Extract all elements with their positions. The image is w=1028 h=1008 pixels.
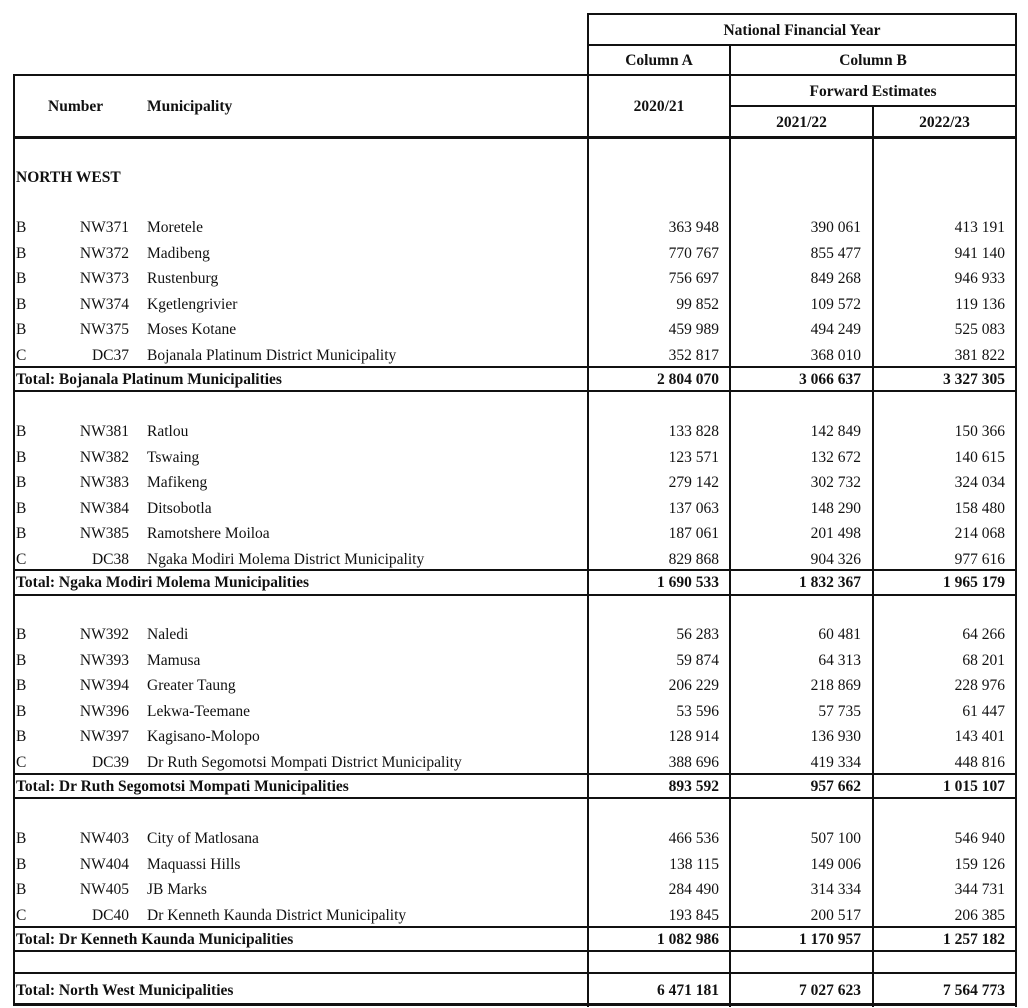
category-cell: B	[16, 321, 27, 338]
total-label-cell: Total: Dr Kenneth Kaunda Municipalities	[16, 931, 294, 948]
value-2022-23-cell: 448 816	[954, 753, 1005, 771]
value-2021-22-cell: 200 517	[810, 906, 861, 924]
value-2020-21-cell: 193 845	[668, 906, 719, 924]
value-2021-22-cell: 855 477	[810, 244, 861, 262]
value-2021-22-cell: 109 572	[810, 295, 861, 313]
total-label-cell: Total: Bojanala Platinum Municipalities	[16, 371, 282, 388]
value-2020-21-cell: 123 571	[668, 448, 719, 466]
body-column-rule-3	[1015, 137, 1017, 1007]
total-top-rule-2	[13, 773, 1016, 775]
value-2021-22-cell: 419 334	[810, 753, 861, 771]
body-column-rule-1	[729, 137, 731, 1007]
category-cell: B	[16, 499, 27, 517]
total-2022-23-cell: 1 965 179	[943, 574, 1005, 591]
municipality-name-cell: Madibeng	[147, 244, 210, 262]
value-2020-21-cell: 770 767	[668, 244, 719, 262]
province-heading: NORTH WEST	[16, 169, 121, 186]
value-2022-23-cell: 381 822	[954, 346, 1005, 364]
municipality-name-cell: Greater Taung	[147, 677, 236, 694]
value-2020-21-cell: 459 989	[668, 321, 719, 338]
value-2020-21-cell: 56 283	[676, 626, 719, 643]
municipality-code-cell: NW384	[79, 499, 129, 517]
category-cell: B	[16, 651, 27, 669]
value-2020-21-cell: 352 817	[668, 346, 719, 364]
value-2022-23-cell: 324 034	[954, 474, 1005, 491]
municipality-code-cell: NW371	[79, 219, 129, 236]
category-cell: B	[16, 855, 27, 873]
value-2021-22-cell: 494 249	[810, 321, 861, 338]
total-2020-21-cell: 893 592	[668, 778, 719, 795]
value-2020-21-cell: 53 596	[676, 702, 719, 720]
municipality-code-cell: NW374	[79, 295, 129, 313]
value-2020-21-cell: 829 868	[668, 550, 719, 568]
municipality-code-cell: NW404	[79, 855, 129, 873]
total-top-rule-3	[13, 926, 1016, 928]
value-2020-21-cell: 137 063	[668, 499, 719, 517]
value-2022-23-cell: 546 940	[954, 830, 1005, 847]
col-b-left-header-rule	[729, 44, 731, 137]
category-cell: B	[16, 244, 27, 262]
value-2021-22-cell: 136 930	[810, 728, 861, 745]
value-2020-21-cell: 138 115	[669, 855, 719, 873]
municipality-code-cell: NW392	[79, 626, 129, 643]
total-2020-21-cell: 1 082 986	[657, 931, 719, 948]
number-column-heading: Number	[48, 98, 104, 115]
value-2021-22-cell: 57 735	[818, 702, 861, 720]
value-2022-23-cell: 68 201	[962, 651, 1005, 669]
municipality-code-cell: NW375	[79, 321, 129, 338]
value-2022-23-cell: 525 083	[954, 321, 1005, 338]
municipality-name-cell: Dr Ruth Segomotsi Mompati District Municipality	[147, 753, 462, 771]
municipality-name-cell: Moses Kotane	[147, 321, 237, 338]
municipality-code-cell: NW403	[79, 830, 129, 847]
municipality-name-cell: Kgetlengrivier	[147, 295, 238, 313]
value-2021-22-cell: 201 498	[810, 525, 861, 542]
value-2022-23-cell: 228 976	[954, 677, 1005, 694]
municipality-code-cell: NW381	[79, 423, 129, 440]
municipality-name-cell: Mamusa	[147, 651, 201, 669]
body-column-rule-0	[587, 137, 589, 1007]
header-year-rule	[587, 44, 1016, 46]
value-2020-21-cell: 466 536	[668, 830, 719, 847]
value-2022-23-cell: 140 615	[954, 448, 1005, 466]
value-2020-21-cell: 279 142	[668, 474, 719, 491]
value-2022-23-cell: 64 266	[962, 626, 1005, 643]
header-bottom-rule	[13, 136, 1016, 139]
category-cell: B	[16, 702, 27, 720]
municipality-name-cell: Ramotshere Moiloa	[147, 525, 270, 542]
value-2022-23-cell: 119 136	[955, 295, 1005, 313]
value-2020-21-cell: 187 061	[668, 525, 719, 542]
value-2021-22-cell: 60 481	[818, 626, 861, 643]
value-2021-22-cell: 302 732	[810, 474, 861, 491]
value-2022-23-cell: 214 068	[954, 525, 1005, 542]
header-top-rule	[587, 13, 1016, 15]
value-2022-23-cell: 61 447	[962, 702, 1005, 720]
grand-total-spacer-rule	[13, 972, 1016, 974]
total-2021-22-cell: 1 170 957	[799, 931, 861, 948]
total-label-cell: Total: Dr Ruth Segomotsi Mompati Municipalities	[16, 778, 349, 795]
municipality-name-cell: Rustenburg	[147, 270, 219, 287]
value-2020-21-cell: 59 874	[676, 651, 719, 669]
value-2021-22-cell: 849 268	[810, 270, 861, 287]
grand-total-2021-22-cell: 7 027 623	[799, 982, 861, 999]
year-2022-23-heading: 2022/23	[919, 114, 970, 131]
municipality-code-cell: NW405	[79, 881, 129, 898]
value-2021-22-cell: 314 334	[810, 881, 861, 898]
municipality-name-cell: City of Matlosana	[147, 830, 259, 847]
category-cell: B	[16, 881, 27, 898]
category-cell: B	[16, 626, 27, 643]
grand-total-2020-21-cell: 6 471 181	[657, 982, 719, 999]
col-a-left-header-rule	[587, 13, 589, 137]
value-2020-21-cell: 128 914	[668, 728, 719, 745]
total-bottom-rule-1	[13, 594, 1016, 596]
value-2022-23-cell: 941 140	[954, 244, 1005, 262]
value-2021-22-cell: 218 869	[810, 677, 861, 694]
value-2021-22-cell: 148 290	[810, 499, 861, 517]
value-2022-23-cell: 413 191	[954, 219, 1005, 236]
municipality-code-cell: NW396	[79, 702, 129, 720]
municipality-code-cell: NW373	[79, 270, 129, 287]
municipality-name-cell: Maquassi Hills	[147, 855, 241, 873]
value-2022-23-cell: 946 933	[954, 270, 1005, 287]
category-cell: C	[16, 346, 27, 364]
value-2020-21-cell: 388 696	[668, 753, 719, 771]
value-2022-23-cell: 143 401	[954, 728, 1005, 745]
category-cell: C	[16, 753, 27, 771]
grand-total-label-cell: Total: North West Municipalities	[16, 982, 234, 999]
municipality-code-cell: NW393	[79, 651, 129, 669]
municipality-name-cell: Ngaka Modiri Molema District Municipality	[147, 550, 425, 568]
total-2022-23-cell: 1 015 107	[943, 778, 1005, 795]
category-cell: B	[16, 525, 27, 542]
value-2022-23-cell: 206 385	[954, 906, 1005, 924]
value-2020-21-cell: 363 948	[668, 219, 719, 236]
value-2021-22-cell: 507 100	[810, 830, 861, 847]
municipality-name-cell: Naledi	[147, 626, 189, 643]
category-cell: B	[16, 474, 27, 491]
municipality-code-cell: NW397	[79, 728, 129, 745]
municipality-code-cell: DC37	[91, 346, 129, 364]
total-2021-22-cell: 957 662	[810, 778, 861, 795]
total-2021-22-cell: 1 832 367	[799, 574, 861, 591]
forward-estimates-heading: Forward Estimates	[809, 83, 937, 100]
total-bottom-rule-0	[13, 390, 1016, 392]
municipality-column-heading: Municipality	[147, 98, 233, 115]
value-2020-21-cell: 206 229	[668, 677, 719, 694]
category-cell: C	[16, 550, 27, 568]
value-2022-23-cell: 158 480	[954, 499, 1005, 517]
municipality-name-cell: JB Marks	[147, 881, 207, 898]
municipality-code-cell: DC38	[91, 550, 129, 568]
category-cell: B	[16, 677, 27, 694]
municipality-name-cell: Tswaing	[147, 448, 200, 466]
value-2020-21-cell: 99 852	[676, 295, 719, 313]
municipality-code-cell: NW372	[79, 244, 129, 262]
column-labels-rule	[13, 74, 1016, 76]
municipality-code-cell: NW382	[79, 448, 129, 466]
municipality-name-cell: Moretele	[147, 219, 203, 236]
value-2022-23-cell: 159 126	[954, 855, 1005, 873]
category-cell: B	[16, 270, 27, 287]
municipality-code-cell: DC40	[91, 906, 129, 924]
municipality-code-cell: DC39	[91, 753, 129, 771]
municipality-name-cell: Dr Kenneth Kaunda District Municipality	[147, 906, 407, 924]
total-2022-23-cell: 3 327 305	[943, 371, 1005, 388]
category-cell: B	[16, 219, 27, 236]
value-2020-21-cell: 284 490	[668, 881, 719, 898]
municipality-name-cell: Mafikeng	[147, 474, 208, 491]
category-cell: B	[16, 830, 27, 847]
year-2021-22-heading: 2021/22	[776, 114, 827, 131]
municipality-code-cell: NW383	[79, 474, 129, 491]
value-2021-22-cell: 149 006	[810, 855, 861, 873]
total-top-rule-1	[13, 569, 1016, 571]
total-2021-22-cell: 3 066 637	[799, 371, 861, 388]
table-left-rule	[13, 74, 15, 1006]
value-2021-22-cell: 132 672	[810, 448, 861, 466]
municipality-name-cell: Lekwa-Teemane	[147, 702, 251, 720]
category-cell: B	[16, 295, 27, 313]
national-financial-year-heading: National Financial Year	[723, 22, 881, 39]
value-2021-22-cell: 64 313	[818, 651, 861, 669]
municipality-name-cell: Ratlou	[147, 423, 189, 440]
column-a-heading: Column A	[625, 52, 693, 69]
value-2022-23-cell: 150 366	[954, 423, 1005, 440]
total-label-cell: Total: Ngaka Modiri Molema Municipalities	[16, 574, 310, 591]
table-bottom-rule	[13, 1003, 1016, 1006]
total-2022-23-cell: 1 257 182	[943, 931, 1005, 948]
value-2022-23-cell: 977 616	[954, 550, 1005, 568]
value-2021-22-cell: 390 061	[810, 219, 861, 236]
category-cell: B	[16, 448, 27, 466]
right-header-rule	[1015, 13, 1017, 137]
category-cell: C	[16, 906, 27, 924]
total-2020-21-cell: 1 690 533	[657, 574, 719, 591]
col-b-split-header-rule	[872, 105, 874, 137]
category-cell: B	[16, 423, 27, 440]
municipality-code-cell: NW385	[79, 525, 129, 542]
category-cell: B	[16, 728, 27, 745]
value-2021-22-cell: 904 326	[810, 550, 861, 568]
value-2020-21-cell: 133 828	[668, 423, 719, 440]
value-2020-21-cell: 756 697	[668, 270, 719, 287]
municipality-name-cell: Kagisano-Molopo	[147, 728, 260, 745]
municipality-name-cell: Ditsobotla	[147, 499, 212, 517]
municipality-name-cell: Bojanala Platinum District Municipality	[147, 346, 397, 364]
year-2020-21-heading: 2020/21	[633, 98, 685, 115]
column-b-heading: Column B	[839, 52, 907, 69]
total-top-rule-0	[13, 366, 1016, 368]
municipality-code-cell: NW394	[79, 677, 129, 694]
total-bottom-rule-2	[13, 797, 1016, 799]
body-column-rule-2	[872, 137, 874, 1007]
total-bottom-rule-3	[13, 950, 1016, 952]
value-2021-22-cell: 142 849	[810, 423, 861, 440]
value-2021-22-cell: 368 010	[810, 346, 861, 364]
grand-total-2022-23-cell: 7 564 773	[943, 982, 1005, 999]
value-2022-23-cell: 344 731	[954, 881, 1005, 898]
total-2020-21-cell: 2 804 070	[657, 371, 719, 388]
